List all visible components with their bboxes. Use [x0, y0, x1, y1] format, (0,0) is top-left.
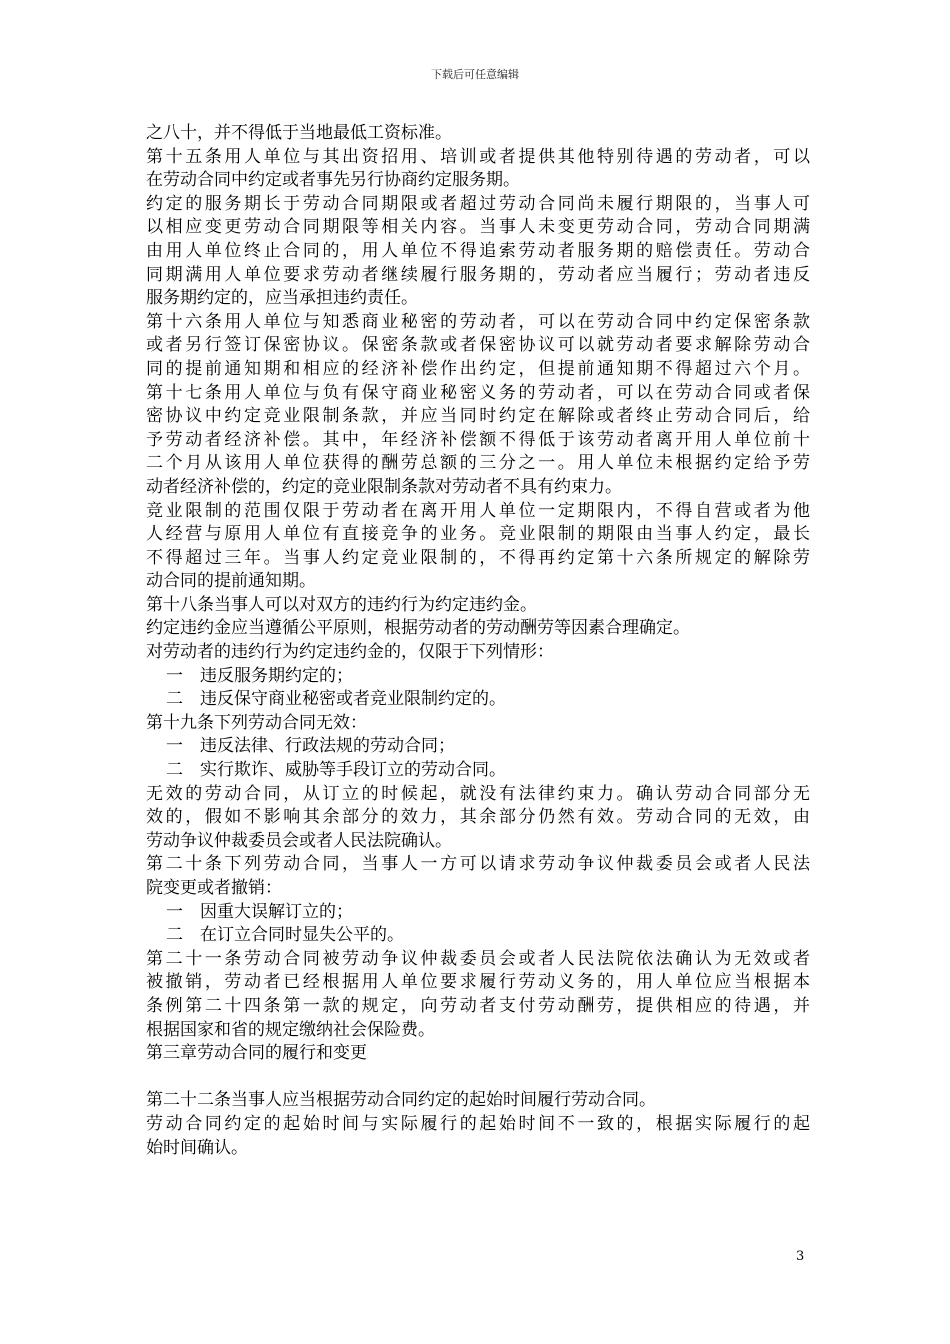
paragraph-line: 或者另行签订保密协议。保密条款或者保密协议可以就劳动者要求解除劳动合 — [146, 335, 810, 356]
list-item: 一 因重大误解订立的； — [166, 901, 353, 922]
paragraph-line: 条例第二十四条第一款的规定，向劳动者支付劳动酬劳，提供相应的待遇，并 — [146, 995, 810, 1016]
paragraph-line: 予劳动者经济补偿。其中，年经济补偿额不得低于该劳动者离开用人单位前十 — [146, 429, 810, 450]
blank-line — [146, 1066, 810, 1090]
paragraph-line: 被撤销，劳动者已经根据用人单位要求履行劳动义务的，用人单位应当根据本 — [146, 972, 810, 993]
list-item: 一 违反法律、行政法规的劳动合同； — [166, 736, 455, 757]
paragraph-line: 第二十二条当事人应当根据劳动合同约定的起始时间履行劳动合同。 — [146, 1090, 656, 1111]
paragraph-line: 效的，假如不影响其余部分的效力，其余部分仍然有效。劳动合同的无效，由 — [146, 807, 810, 828]
paragraph-line: 由用人单位终止合同的，用人单位不得追索劳动者服务期的赔偿责任。劳动合 — [146, 240, 810, 261]
paragraph-line: 密协议中约定竞业限制条款，并应当同时约定在解除或者终止劳动合同后，给 — [146, 406, 810, 427]
paragraph-line: 第十九条下列劳动合同无效： — [146, 712, 367, 733]
paragraph-line: 约定的服务期长于劳动合同期限或者超过劳动合同尚未履行期限的，当事人可 — [146, 193, 810, 214]
list-item: 二 违反保守商业秘密或者竞业限制约定的。 — [166, 689, 506, 710]
paragraph-line: 第十六条用人单位与知悉商业秘密的劳动者，可以在劳动合同中约定保密条款 — [146, 311, 810, 332]
paragraph-line: 二个月从该用人单位获得的酬劳总额的三分之一。用人单位未根据约定给予劳 — [146, 453, 810, 474]
paragraph-line: 根据国家和省的规定缴纳社会保险费。 — [146, 1019, 435, 1040]
paragraph-line: 之八十，并不得低于当地最低工资标准。 — [146, 123, 452, 143]
paragraph-line: 劳动争议仲裁委员会或者人民法院确认。 — [146, 830, 452, 851]
paragraph-line: 劳动合同约定的起始时间与实际履行的起始时间不一致的，根据实际履行的起 — [146, 1113, 810, 1134]
page-number: 3 — [796, 1249, 805, 1264]
paragraph-line: 同期满用人单位要求劳动者继续履行服务期的，劳动者应当履行；劳动者违反 — [146, 264, 810, 285]
paragraph-line: 第十七条用人单位与负有保守商业秘密义务的劳动者，可以在劳动合同或者保 — [146, 382, 810, 403]
paragraph-line: 不得超过三年。当事人约定竞业限制的，不得再约定第十六条所规定的解除劳 — [146, 547, 810, 568]
paragraph-line: 第二十一条劳动合同被劳动争议仲裁委员会或者人民法院依法确认为无效或者 — [146, 948, 810, 969]
list-item: 一 违反服务期约定的； — [166, 665, 353, 686]
paragraph-line: 同的提前通知期和相应的经济补偿作出约定，但提前通知期不得超过六个月。 — [146, 358, 810, 379]
paragraph-line: 第十八条当事人可以对双方的违约行为约定违约金。 — [146, 594, 537, 615]
paragraph-line: 动者经济补偿的，约定的竞业限制条款对劳动者不具有约束力。 — [146, 476, 622, 497]
paragraph-line: 以相应变更劳动合同期限等相关内容。当事人未变更劳动合同，劳动合同期满 — [146, 217, 810, 238]
paragraph-line: 对劳动者的违约行为约定违约金的，仅限于下列情形： — [146, 642, 554, 663]
paragraph-line: 竞业限制的范围仅限于劳动者在离开用人单位一定期限内，不得自营或者为他 — [146, 500, 810, 521]
paragraph-line: 服务期约定的，应当承担违约责任。 — [146, 288, 418, 309]
paragraph-line: 第二十条下列劳动合同，当事人一方可以请求劳动争议仲裁委员会或者人民法 — [146, 854, 810, 875]
paragraph-line: 动合同的提前通知期。 — [146, 571, 316, 592]
paragraph-line: 第十五条用人单位与其出资招用、培训或者提供其他特别待遇的劳动者，可以 — [146, 146, 810, 167]
page-header: 下载后可任意编辑 — [431, 68, 519, 81]
paragraph-line: 院变更或者撤销： — [146, 878, 282, 898]
document-body — [146, 122, 810, 1160]
paragraph-line: 在劳动合同中约定或者事先另行协商约定服务期。 — [146, 170, 520, 191]
paragraph-line: 约定违约金应当遵循公平原则，根据劳动者的劳动酬劳等因素合理确定。 — [146, 618, 690, 639]
paragraph-line: 始时间确认。 — [146, 1137, 248, 1158]
list-item: 二 实行欺诈、威胁等手段订立的劳动合同。 — [166, 760, 506, 781]
paragraph-line: 无效的劳动合同，从订立的时候起，就没有法律约束力。确认劳动合同部分无 — [146, 783, 810, 804]
list-item: 二 在订立合同时显失公平的。 — [166, 925, 404, 946]
paragraph-line: 第三章劳动合同的履行和变更 — [146, 1043, 367, 1064]
paragraph-line: 人经营与原用人单位有直接竞争的业务。竞业限制的期限由当事人约定，最长 — [146, 524, 810, 545]
